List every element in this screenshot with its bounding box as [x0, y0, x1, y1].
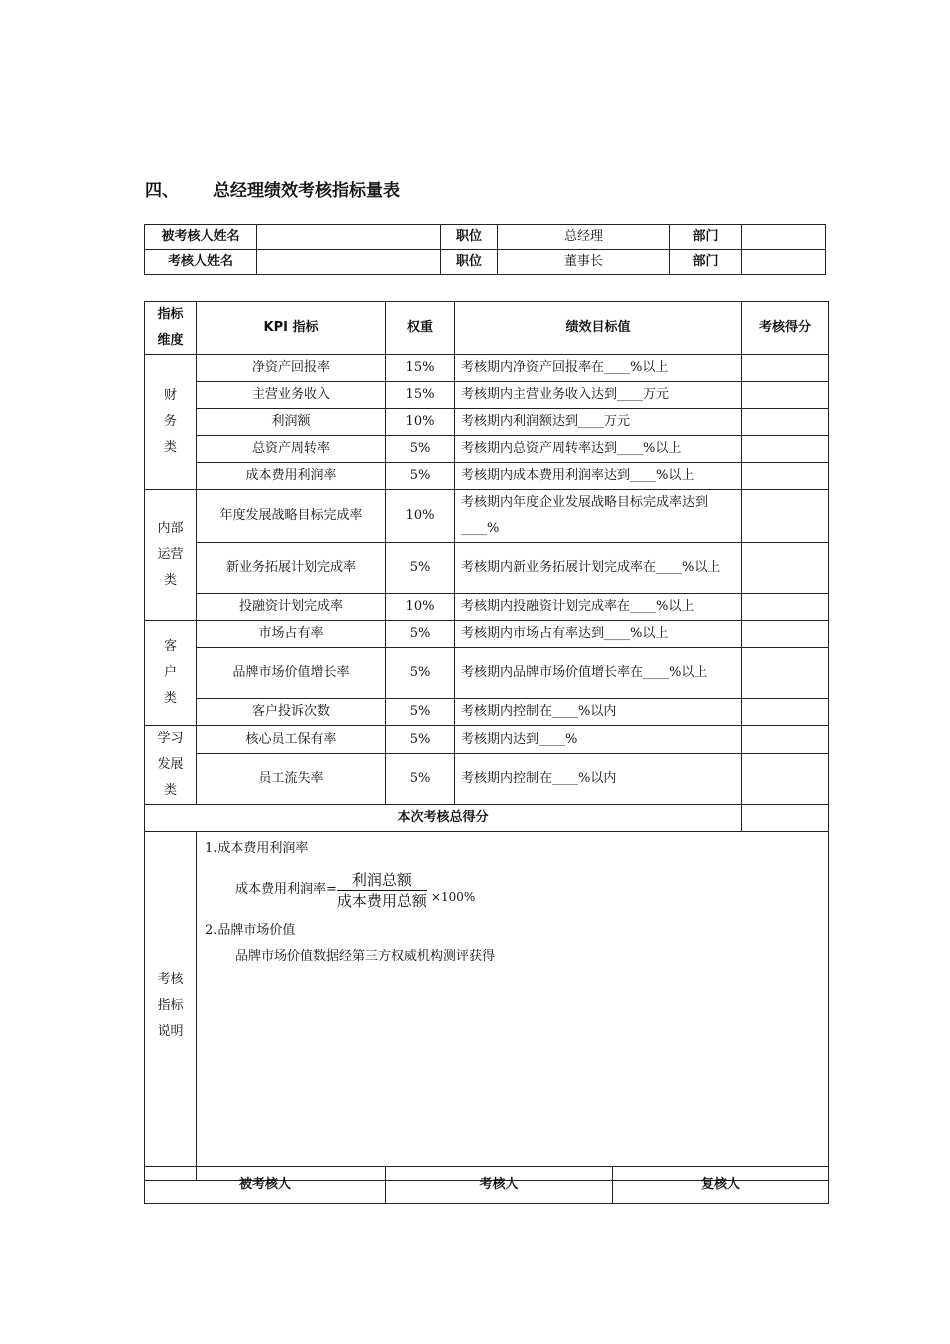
assessor-department-field[interactable] — [742, 250, 826, 275]
assessor-position-value: 董事长 — [498, 250, 670, 275]
kpi-name: 市场占有率 — [197, 621, 386, 648]
table-row — [145, 699, 829, 726]
group-label-char: 类 — [163, 440, 177, 455]
reviewer-signature[interactable]: 复核人 — [613, 1167, 829, 1204]
group-label-char: 类 — [163, 691, 177, 706]
kpi-weight: 10% — [386, 594, 455, 621]
assessor-signature[interactable]: 考核人 — [386, 1167, 613, 1204]
notes-row — [145, 832, 829, 1181]
kpi-score-field[interactable] — [742, 543, 829, 594]
kpi-score-field[interactable] — [742, 594, 829, 621]
position-label: 职位 — [441, 225, 498, 250]
formula-lhs: 成本费用利润率= — [235, 882, 337, 897]
kpi-name: 成本费用利润率 — [197, 463, 386, 490]
table-row — [145, 594, 829, 621]
kpi-score-field[interactable] — [742, 621, 829, 648]
group-label-customer — [145, 621, 197, 726]
total-score-label: 本次考核总得分 — [145, 805, 742, 832]
heading-title: 总经理绩效考核指标量表 — [213, 181, 400, 201]
group-label-finance — [145, 355, 197, 490]
kpi-score-field[interactable] — [742, 726, 829, 754]
kpi-name: 净资产回报率 — [197, 355, 386, 382]
group-label-char: 发展 — [157, 757, 184, 772]
kpi-weight: 5% — [386, 726, 455, 754]
group-label-char: 类 — [163, 573, 177, 588]
kpi-weight: 5% — [386, 436, 455, 463]
kpi-weight: 15% — [386, 382, 455, 409]
assessor-name-label: 考核人姓名 — [145, 250, 257, 275]
table-row — [145, 463, 829, 490]
table-row — [145, 621, 829, 648]
kpi-score-field[interactable] — [742, 699, 829, 726]
header-dimension-line1: 指标 — [157, 307, 184, 322]
note-item1-title: 1.成本费用利润率 — [205, 841, 309, 856]
signature-row — [145, 1167, 829, 1204]
kpi-target: 考核期内投融资计划完成率在____%以上 — [455, 594, 742, 621]
kpi-name: 总资产周转率 — [197, 436, 386, 463]
kpi-name: 品牌市场价值增长率 — [197, 648, 386, 699]
kpi-target: 考核期内市场占有率达到____%以上 — [455, 621, 742, 648]
position-label: 职位 — [441, 250, 498, 275]
kpi-score-field[interactable] — [742, 463, 829, 490]
assessee-signature[interactable]: 被考核人 — [145, 1167, 386, 1204]
header-target: 绩效目标值 — [455, 302, 742, 355]
kpi-name: 投融资计划完成率 — [197, 594, 386, 621]
heading-number: 四、 — [145, 181, 179, 201]
kpi-name: 主营业务收入 — [197, 382, 386, 409]
kpi-target: 考核期内主营业务收入达到____万元 — [455, 382, 742, 409]
kpi-weight: 5% — [386, 648, 455, 699]
kpi-score-field[interactable] — [742, 436, 829, 463]
kpi-score-field[interactable] — [742, 754, 829, 805]
notes-label — [145, 832, 197, 1181]
department-label: 部门 — [670, 225, 742, 250]
kpi-weight: 5% — [386, 754, 455, 805]
formula-fraction — [337, 870, 427, 911]
group-label-char: 财 — [163, 388, 177, 403]
kpi-weight: 10% — [386, 409, 455, 436]
group-label-char: 客 — [163, 639, 177, 654]
group-label-char: 类 — [163, 783, 177, 798]
group-label-operations — [145, 490, 197, 621]
group-label-learning — [145, 726, 197, 805]
assessor-name-field[interactable] — [257, 250, 441, 275]
header-dimension — [145, 302, 197, 355]
kpi-name: 客户投诉次数 — [197, 699, 386, 726]
note-item2-text: 品牌市场价值数据经第三方权威机构测评获得 — [235, 949, 496, 964]
header-score: 考核得分 — [742, 302, 829, 355]
group-label-char: 运营 — [157, 547, 184, 562]
kpi-name: 利润额 — [197, 409, 386, 436]
table-row — [145, 382, 829, 409]
kpi-table — [144, 301, 829, 1181]
department-label: 部门 — [670, 250, 742, 275]
assessee-position-value: 总经理 — [498, 225, 670, 250]
kpi-target: 考核期内新业务拓展计划完成率在____%以上 — [455, 543, 742, 594]
kpi-weight: 5% — [386, 699, 455, 726]
table-row — [145, 754, 829, 805]
kpi-target: 考核期内净资产回报率在____%以上 — [455, 355, 742, 382]
kpi-target: 考核期内控制在____%以内 — [455, 754, 742, 805]
assessee-name-label: 被考核人姓名 — [145, 225, 257, 250]
kpi-weight: 10% — [386, 490, 455, 543]
kpi-name: 员工流失率 — [197, 754, 386, 805]
header-weight: 权重 — [386, 302, 455, 355]
signature-table — [144, 1166, 829, 1204]
cost-profit-formula — [205, 862, 820, 918]
kpi-target: 考核期内总资产周转率达到____%以上 — [455, 436, 742, 463]
total-score-field[interactable] — [742, 805, 829, 832]
note-item2-title: 2.品牌市场价值 — [205, 923, 296, 938]
table-row — [145, 355, 829, 382]
table-row — [145, 409, 829, 436]
personnel-info-table — [144, 224, 826, 275]
notes-label-line: 说明 — [157, 1024, 184, 1039]
assessor-row — [145, 250, 826, 275]
assessee-name-field[interactable] — [257, 225, 441, 250]
table-row — [145, 726, 829, 754]
kpi-name: 年度发展战略目标完成率 — [197, 490, 386, 543]
header-dimension-line2: 维度 — [157, 333, 184, 348]
table-row — [145, 648, 829, 699]
group-label-char: 户 — [163, 665, 177, 680]
table-row — [145, 543, 829, 594]
notes-label-line: 指标 — [157, 998, 184, 1013]
group-label-char: 务 — [163, 414, 177, 429]
kpi-header-row — [145, 302, 829, 355]
notes-content — [197, 832, 829, 1181]
kpi-weight: 15% — [386, 355, 455, 382]
table-row — [145, 490, 829, 543]
page-heading — [145, 176, 400, 201]
kpi-weight: 5% — [386, 463, 455, 490]
notes-label-line: 考核 — [157, 972, 184, 987]
formula-factor: ×100% — [430, 890, 476, 904]
kpi-weight: 5% — [386, 543, 455, 594]
kpi-name: 核心员工保有率 — [197, 726, 386, 754]
kpi-target: 考核期内达到____% — [455, 726, 742, 754]
kpi-target: 考核期内利润额达到____万元 — [455, 409, 742, 436]
kpi-target: 考核期内品牌市场价值增长率在____%以上 — [455, 648, 742, 699]
group-label-char: 内部 — [157, 521, 184, 536]
assessee-row — [145, 225, 826, 250]
kpi-target: 考核期内控制在____%以内 — [455, 699, 742, 726]
kpi-target: 考核期内年度企业发展战略目标完成率达到____% — [455, 490, 742, 543]
group-label-char: 学习 — [157, 731, 184, 746]
kpi-score-field[interactable] — [742, 409, 829, 436]
kpi-name: 新业务拓展计划完成率 — [197, 543, 386, 594]
table-row — [145, 436, 829, 463]
kpi-score-field[interactable] — [742, 355, 829, 382]
formula-numerator: 利润总额 — [337, 870, 427, 891]
header-kpi: KPI 指标 — [197, 302, 386, 355]
total-row — [145, 805, 829, 832]
assessee-department-field[interactable] — [742, 225, 826, 250]
formula-denominator: 成本费用总额 — [336, 891, 427, 910]
kpi-weight: 5% — [386, 621, 455, 648]
kpi-score-field[interactable] — [742, 648, 829, 699]
kpi-score-field[interactable] — [742, 382, 829, 409]
kpi-target: 考核期内成本费用利润率达到____%以上 — [455, 463, 742, 490]
kpi-score-field[interactable] — [742, 490, 829, 543]
